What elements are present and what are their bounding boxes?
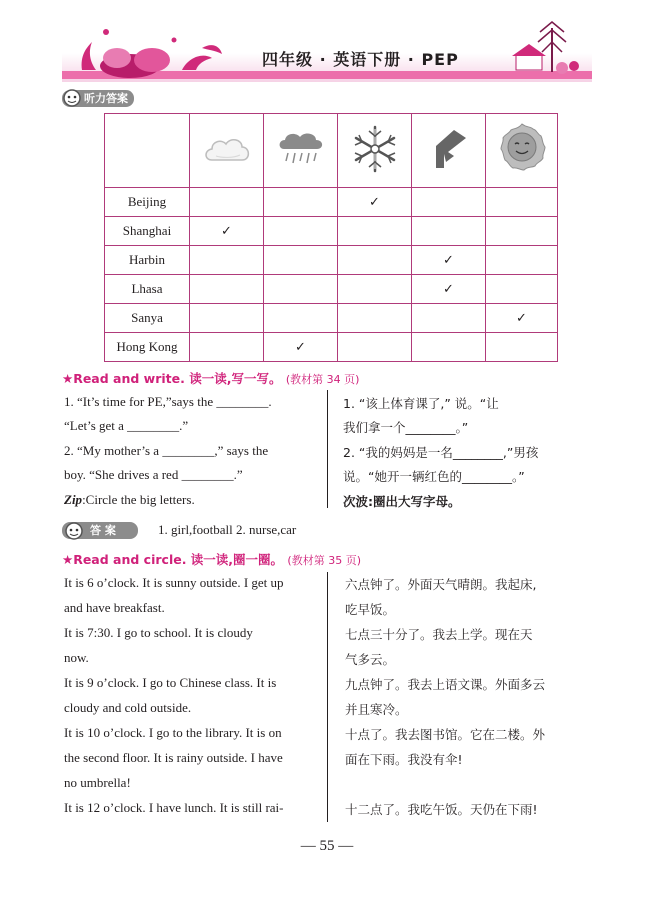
column-divider	[327, 572, 328, 822]
check-cell	[264, 246, 338, 275]
translation-line: 气多云。	[345, 652, 396, 667]
header-cell-windy	[412, 114, 486, 188]
check-cell: ✓	[412, 275, 486, 304]
check-cell	[486, 217, 558, 246]
english-sentence: 2. “My mother’s a ________,” says the	[64, 443, 269, 458]
table-row	[105, 188, 558, 217]
check-cell	[412, 304, 486, 333]
passage-line: It is 7:30. I go to school. It is cloudy	[64, 625, 253, 640]
check-cell	[190, 333, 264, 362]
chinese-sentence: 说。“她开一辆红色的________。”	[343, 469, 525, 484]
city-name: Sanya	[105, 304, 190, 333]
passage-line: now.	[64, 650, 89, 665]
chinese-sentence: 我们拿一个________。”	[343, 420, 469, 435]
translation-line: 并且寒冷。	[345, 702, 408, 717]
check-cell	[412, 333, 486, 362]
read-write-heading	[62, 369, 359, 387]
passage-line: It is 6 o’clock. It is sunny outside. I get up	[64, 575, 284, 590]
check-cell	[190, 304, 264, 333]
check-cell	[338, 275, 412, 304]
zip-instruction-chinese: 次波:圈出大写字母。	[343, 494, 461, 509]
read-circle-heading	[62, 550, 361, 568]
answer-tag-label: 答 案	[90, 524, 116, 537]
header-cell-cloudy	[190, 114, 264, 188]
house-icon	[516, 54, 542, 70]
rainy-icon	[276, 129, 326, 169]
header-cell-sunny	[486, 114, 558, 188]
cloudy-icon	[202, 132, 252, 166]
passage-line: the second floor. It is rainy outside. I have	[64, 750, 283, 765]
textbook-reference: (教材第 34 页)	[285, 373, 360, 386]
check-cell: ✓	[486, 304, 558, 333]
english-sentence: “Let’s get a ________.”	[64, 418, 189, 433]
translation-line: 十二点了。我吃午饭。天仍在下雨!	[345, 802, 538, 817]
check-cell	[264, 188, 338, 217]
passage-line: and have breakfast.	[64, 600, 165, 615]
character-icon	[62, 88, 82, 108]
translation-line: 九点钟了。我去上语文课。外面多云	[345, 677, 546, 692]
check-cell: ✓	[338, 188, 412, 217]
zip-text: :Circle the big letters.	[82, 492, 195, 507]
sunny-icon	[494, 121, 550, 177]
translation-line: 七点三十分了。我去上学。现在天	[345, 627, 533, 642]
read-write-title: ★Read and write. 读一读,写一写。	[62, 371, 282, 386]
translation-line: 六点钟了。外面天气晴朗。我起床,	[345, 577, 537, 592]
windy-icon	[424, 124, 474, 174]
chinese-sentence: 1. “该上体育课了,” 说。“让	[343, 396, 499, 411]
chinese-sentence: 2. “我的妈妈是一名________,”男孩	[343, 445, 539, 460]
answer-text: 1. girl,football 2. nurse,car	[158, 522, 297, 537]
header-cell-rainy	[264, 114, 338, 188]
zip-label: Zip	[64, 492, 83, 507]
check-cell	[338, 333, 412, 362]
textbook-reference: (教材第 35 页)	[287, 554, 361, 567]
table-corner-cell	[105, 114, 190, 188]
check-cell	[338, 246, 412, 275]
check-cell	[486, 333, 558, 362]
flower-icon	[82, 42, 96, 70]
english-sentence: 1. “It’s time for PE,”says the ________.	[64, 394, 272, 409]
passage-line: cloudy and cold outside.	[64, 700, 192, 715]
check-cell	[264, 217, 338, 246]
book-title: 四年级 · 英语下册 · PEP	[262, 50, 459, 69]
translation-line: 十点了。我去图书馆。它在二楼。外	[345, 727, 546, 742]
city-name: Harbin	[105, 246, 190, 275]
check-cell	[412, 217, 486, 246]
listening-answer-tag: 听力答案	[62, 90, 134, 107]
passage-line: It is 10 o’clock. I go to the library. It is on	[64, 725, 282, 740]
zip-instruction	[64, 488, 195, 512]
check-cell: ✓	[264, 333, 338, 362]
check-cell	[264, 304, 338, 333]
header-cell-snowy	[338, 114, 412, 188]
character-icon	[64, 521, 84, 541]
table-header-row	[105, 114, 558, 188]
check-cell: ✓	[412, 246, 486, 275]
english-sentence: boy. “She drives a red ________.”	[64, 467, 243, 482]
city-name: Lhasa	[105, 275, 190, 304]
passage-line: no umbrella!	[64, 775, 131, 790]
read-circle-title: ★Read and circle. 读一读,圈一圈。	[62, 552, 284, 567]
check-cell	[486, 246, 558, 275]
table-row	[105, 246, 558, 275]
check-cell	[338, 304, 412, 333]
check-cell	[338, 217, 412, 246]
check-cell	[264, 275, 338, 304]
translation-line: 吃早饭。	[345, 602, 396, 617]
column-divider	[327, 390, 328, 508]
table-row	[105, 304, 558, 333]
passage-line: It is 9 o’clock. I go to Chinese class. It is	[64, 675, 277, 690]
snowy-icon	[347, 121, 403, 177]
weather-table	[104, 113, 558, 362]
page-number: — 55 —	[300, 838, 354, 854]
passage-line: It is 12 o’clock. I have lunch. It is still rai-	[64, 800, 284, 815]
check-cell	[190, 188, 264, 217]
check-cell	[190, 246, 264, 275]
city-name: Hong Kong	[105, 333, 190, 362]
check-cell	[486, 275, 558, 304]
table-row	[105, 275, 558, 304]
table-row	[105, 333, 558, 362]
check-cell	[412, 188, 486, 217]
check-cell: ✓	[190, 217, 264, 246]
check-cell	[190, 275, 264, 304]
translation-line: 面在下雨。我没有伞!	[345, 752, 463, 767]
city-name: Shanghai	[105, 217, 190, 246]
city-name: Beijing	[105, 188, 190, 217]
table-row	[105, 217, 558, 246]
answer-tag	[62, 522, 138, 539]
check-cell	[486, 188, 558, 217]
